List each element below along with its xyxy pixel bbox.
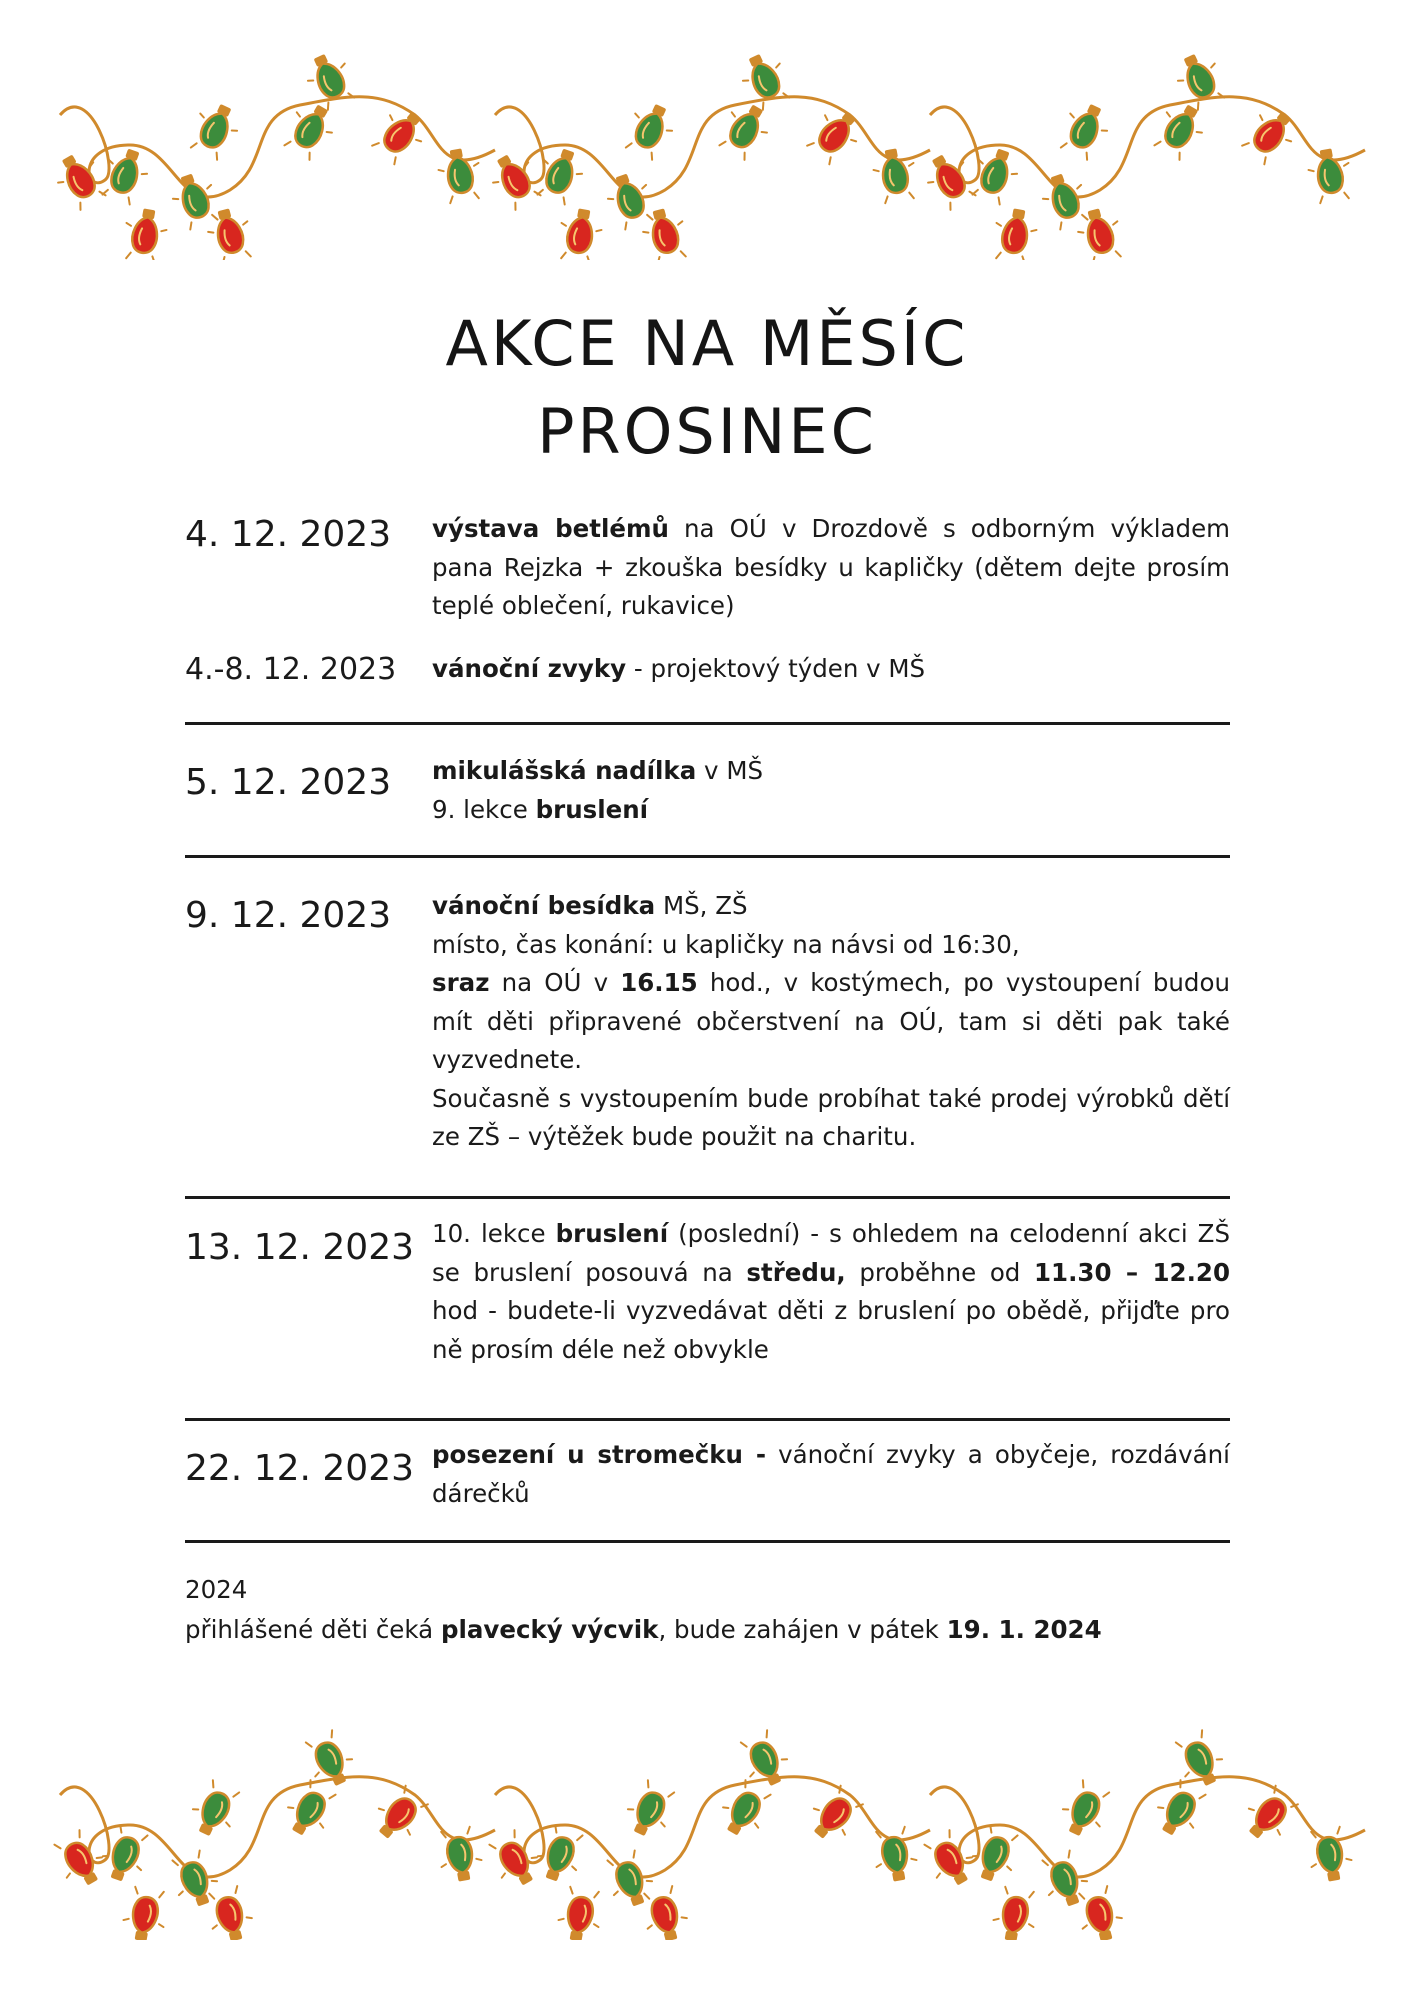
green-bulb-icon [186,1778,245,1842]
red-bulb-icon [919,1827,980,1892]
green-bulb-icon [621,98,680,162]
green-bulb-icon [1037,1849,1093,1912]
red-bulb-icon [555,1886,604,1940]
event-date: 4.-8. 12. 2023 [185,652,397,687]
text-run: vánoční zvyky a obyčeje, rozdávání dárečků [432,1440,1230,1508]
bold-text: posezení u stromečku - [432,1440,766,1469]
red-bulb-icon [803,102,868,168]
green-bulb-icon [1305,1826,1354,1884]
red-bulb-icon [368,102,433,168]
green-bulb-icon [167,1849,223,1912]
green-bulb-icon [967,144,1023,207]
red-bulb-icon [1238,102,1303,168]
page-title [0,300,1414,476]
text-run: hod., v kostýmech, po vystoupení budou mít děti připravené občerstvení na OÚ, tam si děti pak také vyzvednete. [432,968,1230,1074]
red-bulb-icon [990,1886,1039,1940]
green-bulb-icon [186,98,245,162]
red-bulb-icon [1074,205,1127,260]
green-bulb-icon [602,169,658,232]
green-bulb-icon [967,1824,1023,1887]
green-bulb-icon [1305,146,1354,204]
title-line-1: AKCE NA MĚSÍC [445,307,969,380]
text-run: (poslední) - s ohledem na celodenní akci ZŠ se bruslení posouvá na [432,1219,1230,1287]
divider [185,1418,1230,1421]
green-bulb-icon [621,1778,680,1842]
text-run: proběhne od [845,1257,1034,1287]
red-bulb-icon [120,1886,169,1940]
text-run: Současně s vystoupením bude probíhat také prodej výrobků dětí ze ZŠ – výtěžek bude použit na charitu. [432,1083,1230,1151]
red-bulb-icon [49,1827,110,1892]
bold-text: 16.15 [620,968,698,997]
green-bulb-icon [435,1826,484,1884]
title-line-2: PROSINEC [537,395,877,468]
event-date: 13. 12. 2023 [185,1227,415,1268]
text-run: v MŠ [696,756,764,785]
event-date: 5. 12. 2023 [185,762,392,803]
text-run: na OÚ v [489,968,621,997]
event-date: 4. 12. 2023 [185,514,392,555]
bold-text: mikulášská nadílka [432,756,697,785]
bold-text: vánoční zvyky [432,654,627,683]
event-description [432,1436,1230,1513]
bold-text: bruslení [535,794,649,824]
christmas-lights-garland-top [0,20,1414,260]
bold-text: výstava betlémů [432,514,669,543]
bold-text: 11.30 – 12.20 [1034,1257,1231,1287]
text-run: , bude zahájen v pátek [658,1615,947,1644]
green-bulb-icon [435,146,484,204]
text-run: 10. lekce [432,1219,556,1248]
bold-text: středu, [746,1257,846,1287]
event-description [432,650,1230,689]
red-bulb-icon [555,206,604,260]
text-run: MŠ, ZŠ [655,891,748,920]
red-bulb-icon [49,147,110,212]
event-date: 22. 12. 2023 [185,1448,415,1489]
footer-year: 2024 [185,1575,248,1604]
divider [185,1540,1230,1543]
text-run: přihlášené děti čeká [185,1615,441,1644]
text-run: 9. lekce [432,794,536,824]
event-description [432,887,1230,1157]
garland-wire [60,97,1365,197]
red-bulb-icon [1074,1885,1127,1940]
text-run: hod - budete-li vyzvedávat děti z bruslení po obědě, přijďte pro ně prosím déle než obvykle [432,1296,1230,1364]
red-bulb-icon [990,206,1039,260]
red-bulb-icon [484,1827,545,1892]
divider [185,855,1230,858]
bold-text: bruslení [555,1219,669,1248]
green-bulb-icon [97,1824,153,1887]
green-bulb-icon [870,146,919,204]
red-bulb-icon [639,205,692,260]
christmas-lights-garland-bottom [0,1700,1414,1940]
green-bulb-icon [1037,169,1093,232]
bold-text: plavecký výcvik [440,1615,659,1644]
bold-text: vánoční besídka [432,891,656,920]
event-date: 9. 12. 2023 [185,895,392,936]
text-run: na OÚ v Drozdově s odborným výkladem pana Rejzka + zkouška besídky u kapličky (dětem dejte prosím teplé oblečení, rukavice) [432,514,1231,620]
green-bulb-icon [870,1826,919,1884]
green-bulb-icon [1056,98,1115,162]
red-bulb-icon [204,205,257,260]
divider [185,722,1230,725]
red-bulb-icon [484,147,545,212]
event-description [432,510,1230,626]
text-run: místo, čas konání: u kapličky na návsi od 16:30, [432,929,1020,959]
green-bulb-icon [167,169,223,232]
red-bulb-icon [204,1885,257,1940]
green-bulb-icon [1056,1778,1115,1842]
bold-text: sraz [432,968,490,997]
red-bulb-icon [803,1782,868,1848]
green-bulb-icon [602,1849,658,1912]
footer-text [185,1610,1230,1650]
red-bulb-icon [639,1885,692,1940]
bold-text: 19. 1. 2024 [946,1615,1102,1644]
footer-note [185,1570,1230,1650]
event-description [432,1215,1230,1369]
green-bulb-icon [532,1824,588,1887]
event-description [432,752,1230,829]
red-bulb-icon [368,1782,433,1848]
green-bulb-icon [532,144,588,207]
text-run: - projektový týden v MŠ [626,654,926,683]
red-bulb-icon [919,147,980,212]
green-bulb-icon [97,144,153,207]
red-bulb-icon [120,206,169,260]
red-bulb-icon [1238,1782,1303,1848]
divider [185,1196,1230,1199]
